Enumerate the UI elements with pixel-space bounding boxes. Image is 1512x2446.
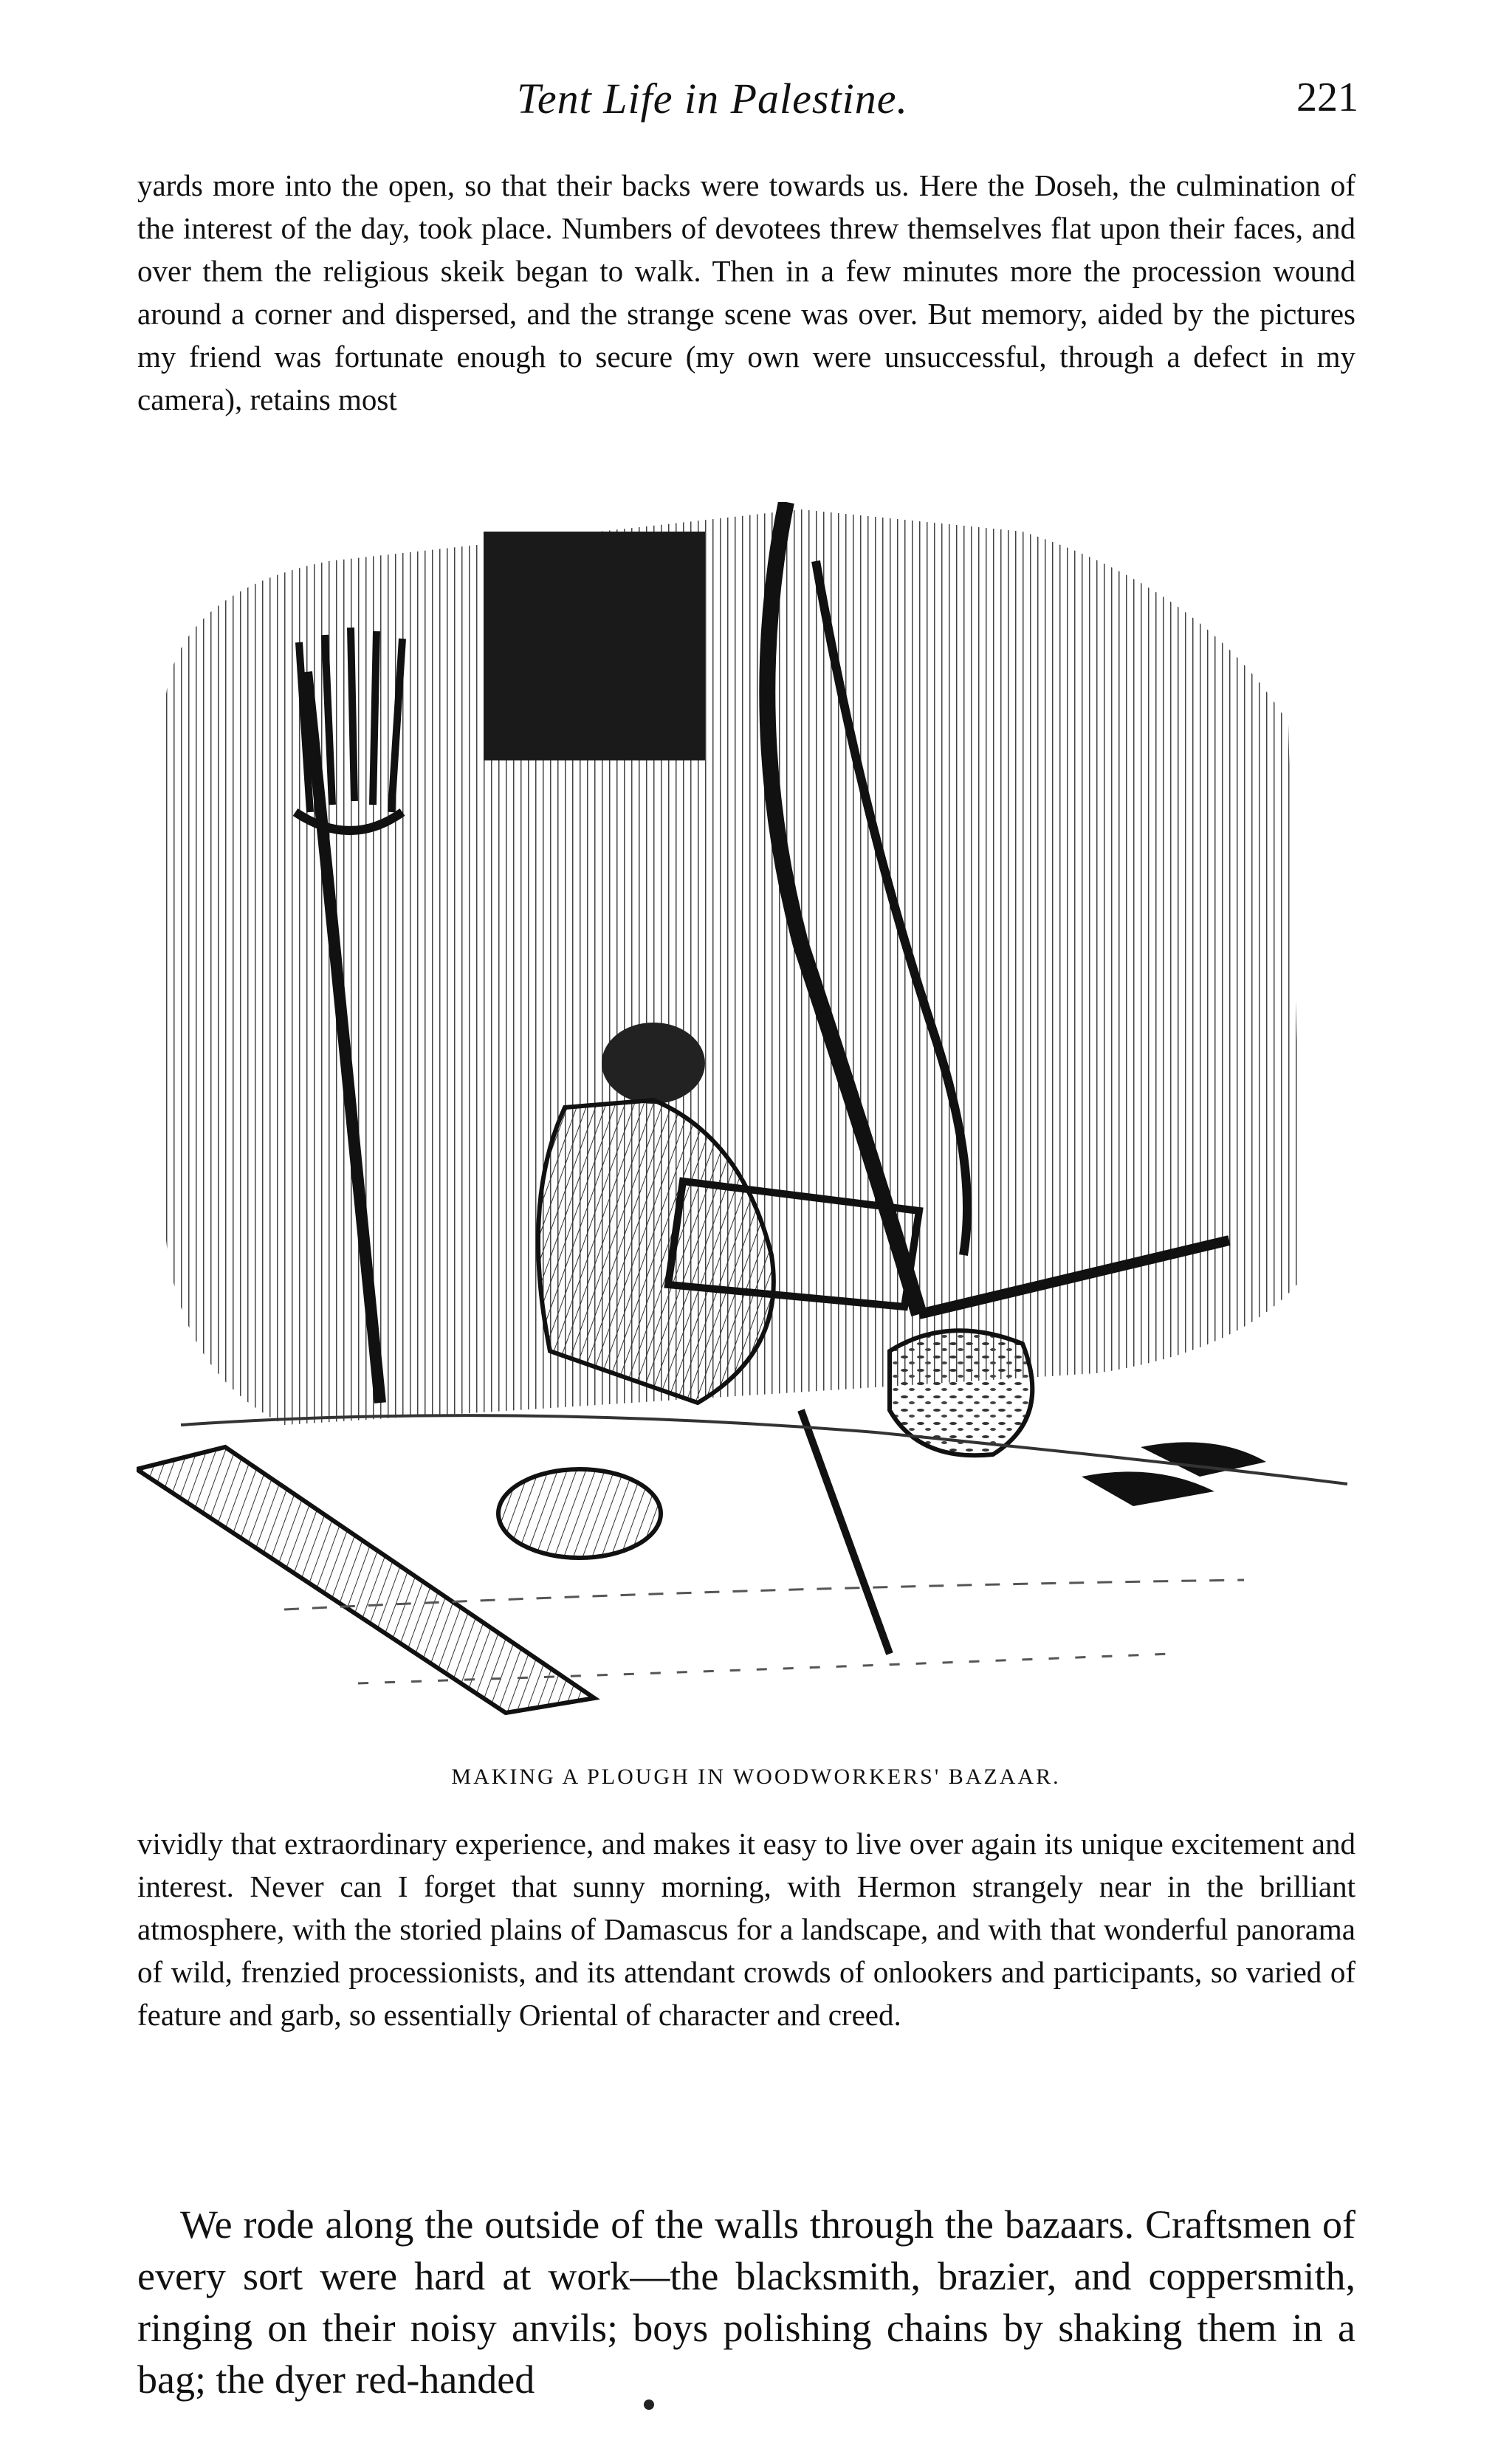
ink-mark	[644, 2399, 654, 2410]
paragraph-top: yards more into the open, so that their backs were towards us. Here the Doseh, the culmination of the interest of the day, took place. Numbers of devotees threw themselves flat upon their faces, and over them the religious skeik began to walk. Then in a few minutes more the procession wound around a corner and dispersed, and the strange scene was over. But memory, aided by the pictures my friend was fortunate enough to secure (my own were unsuccessful, through a defect in my camera), retains most	[137, 168, 1355, 416]
paragraph-bottom: We rode along the outside of the walls through the bazaars. Craftsmen of every sort were hard at work—the blacksmith, brazier, and coppersmith, ringing on their noisy anvils; boys polishing chains by shaking them in a bag; the dyer red-handed	[137, 2202, 1355, 2402]
engraving-illustration	[137, 502, 1370, 1742]
illustration-caption: MAKING A PLOUGH IN WOODWORKERS' BAZAAR.	[451, 1765, 1061, 1789]
page-header	[133, 74, 1358, 133]
paragraph-middle: vividly that extraordinary experience, and makes it easy to live over again its unique excitement and interest. Never can I forget that sunny morning, with Hermon strangely near in the brilliant atmosphere, with the storied plains of Damascus for a landscape, and with that wonderful panorama of wild, frenzied processionists, and its attendant crowds of onlookers and participants, so varied of feature and garb, so essentially Oriental of character and creed.	[137, 1827, 1355, 2032]
running-title: Tent Life in Palestine.	[517, 75, 908, 123]
page-number: 221	[1296, 75, 1358, 120]
